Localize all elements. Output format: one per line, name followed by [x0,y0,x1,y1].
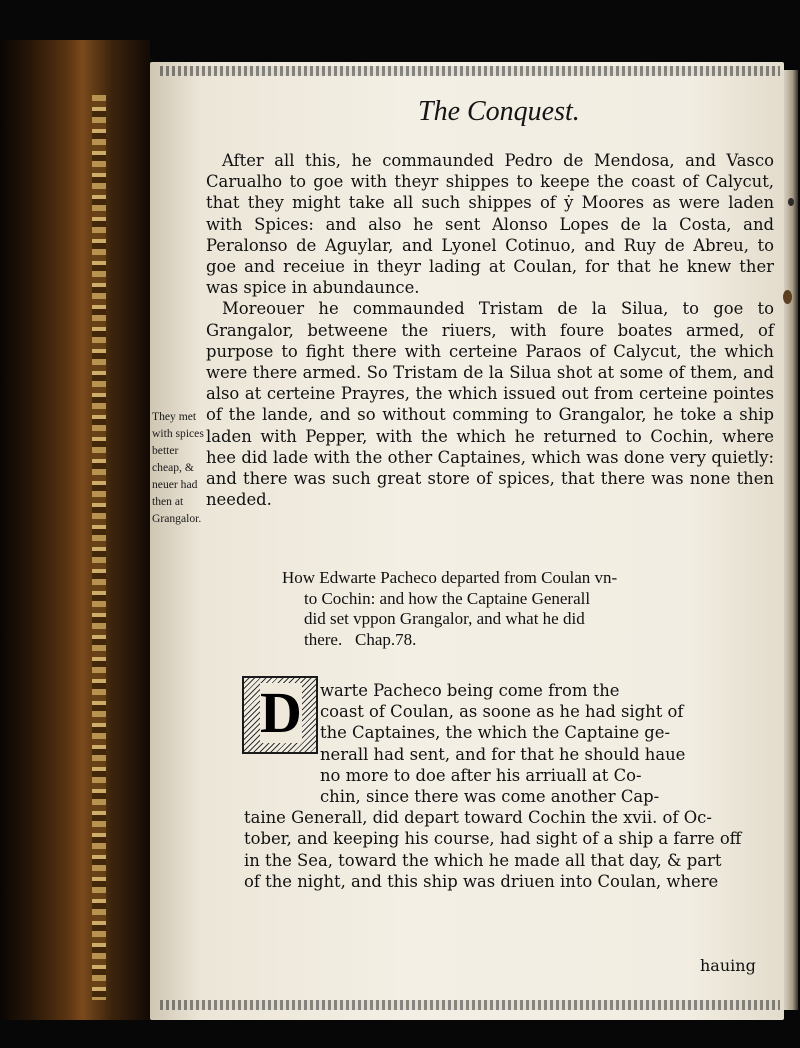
chapter-body [244,680,778,892]
paragraph-2: Moreouer he commaunded Tristam de la Silua, to goe to Grangalor, betweene the riuers, with foure boates armed, of purpose to fight there with certeine Paraos of Calycut, the which were there armed. So Tristam de la Silua shot at some of them, and also at certeine Prayres, the which issued out from certeine pointes of the lande, and so without comming to Grangalor, he toke a ship laden with Pepper, with the which he returned to Cochin, where hee did lade with the other Captaines, which was done very quietly: and there was such great store of spices, that there was none then needed. [206,299,774,510]
chapter-number: Chap.78. [354,629,417,649]
catchword: hauing [700,956,756,975]
chapter-line: taine Generall, did depart toward Cochin the xvii. of Oc- [244,808,712,828]
chapter-title [282,568,722,650]
chapter-line: coast of Coulan, as soone as he had sight of [320,702,684,722]
page-edge [784,70,798,1010]
chapter-line: warte Pacheco being come from the [320,681,620,700]
chapter-title-line-1: How Edwarte Pacheco departed from Coulan vn- [282,568,618,587]
chapter-line: of the night, and this ship was driuen into Coulan, where [244,871,719,891]
chapter-line: chin, since there was come another Cap- [320,787,660,807]
chapter-title-line-2: to Cochin: and how the Captaine Generall [304,588,591,608]
chapter-line: nerall had sent, and for that he should haue [320,744,686,764]
bottom-ornament-border [160,1000,780,1010]
chapter-title-line-3: did set vppon Grangalor, and what he did [304,609,585,628]
chapter-line: no more to doe after his arriuall at Co- [320,765,642,785]
chapter-title-line-4: there. Chap.78. [304,629,417,649]
margin-note: They met with spices better cheap, & neuer had then at Grangalor. [152,410,204,525]
ink-speck [788,198,794,206]
paragraph-1: After all this, he commaunded Pedro de Mendosa, and Vasco Carualho to goe with theyr shippes to keepe the coast of Calycut, that they might take all such shippes of ẏ Moores as were laden with Spices: and also he sent Alonso Lopes de la Costa, and Peralonso de Aguylar, and Lyonel Cotinuo, and Ruy de Abreu, to goe and receiue in theyr lading at Coulan, for that he knew ther was spice in abundaunce. [206,151,774,298]
chapter-line: in the Sea, toward the which he made all that day, & part [244,850,722,870]
drop-cap-letter: D [260,680,302,745]
main-text [206,150,774,510]
chapter-line: the Captaines, the which the Captaine ge- [320,723,671,743]
book-spine [0,40,150,1020]
ink-speck [783,290,792,304]
running-header: The Conquest. [418,96,580,127]
top-ornament-border [160,66,780,76]
decorative-border-strip [92,95,106,1000]
chapter-line: tober, and keeping his course, had sight of a ship a farre off [244,829,742,849]
